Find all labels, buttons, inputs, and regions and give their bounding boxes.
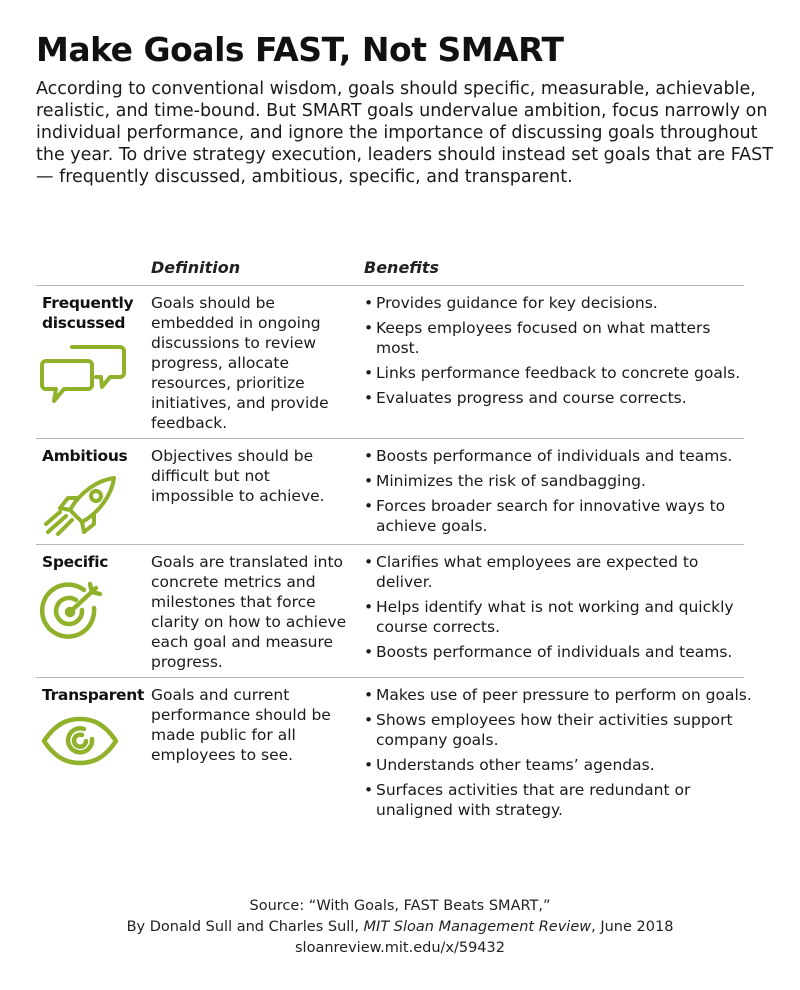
list-item: • Helps identify what is not working and quickly course corrects.	[364, 597, 752, 637]
intro-paragraph: According to conventional wisdom, goals should specific, measurable, achievable, realistic, and time-bound. But SMART goals undervalue ambition, focus narrowly on individual performance, and ignore the importance of discussing goals throughout the year. To drive strategy execution, leaders should instead set goals that are FAST — frequently discussed, ambitious, specific, and transparent.	[36, 79, 773, 187]
source-authors-prefix: By Donald Sull and Charles Sull,	[126, 919, 364, 935]
source-publication: MIT Sloan Management Review	[363, 919, 592, 935]
divider	[36, 544, 744, 545]
list-item: • Provides guidance for key decisions.	[364, 293, 752, 313]
source-url: sloanreview.mit.edu/x/59432	[294, 940, 505, 956]
list-item: • Understands other teams’ agendas.	[364, 755, 752, 775]
source-date: , June 2018	[591, 919, 674, 935]
list-item: • Forces broader search for innovative ways to achieve goals.	[364, 496, 752, 536]
row-definition: Objectives should be difficult but not impossible to achieve.	[151, 447, 325, 505]
column-header-benefits: Benefits	[364, 258, 440, 277]
divider	[36, 285, 744, 286]
row-definition: Goals should be embedded in ongoing discussions to review progress, allocate resources, prioritize initiatives, and provide feedback.	[151, 294, 329, 432]
row-label: Frequently discussed	[42, 294, 134, 332]
page-title: Make Goals FAST, Not SMART	[36, 30, 564, 69]
list-item: • Evaluates progress and course corrects.	[364, 388, 752, 408]
list-item: • Boosts performance of individuals and teams.	[364, 642, 752, 662]
divider	[36, 438, 744, 439]
benefits-list	[364, 293, 752, 413]
list-item: • Shows employees how their activities support company goals.	[364, 710, 752, 750]
list-item: • Minimizes the risk of sandbagging.	[364, 471, 752, 491]
benefits-list	[364, 446, 752, 541]
source-authors	[0, 917, 800, 938]
list-item: • Keeps employees focused on what matters most.	[364, 318, 752, 358]
list-item: • Makes use of peer pressure to perform on goals.	[364, 685, 752, 705]
list-item: • Surfaces activities that are redundant or unaligned with strategy.	[364, 780, 752, 820]
row-label: Ambitious	[42, 447, 128, 465]
benefits-list	[364, 685, 752, 825]
list-item: • Boosts performance of individuals and teams.	[364, 446, 752, 466]
column-header-definition: Definition	[151, 258, 241, 277]
row-definition: Goals and current performance should be made public for all employees to see.	[151, 686, 331, 764]
list-item: • Clarifies what employees are expected to deliver.	[364, 552, 752, 592]
source-line: Source: “With Goals, FAST Beats SMART,”	[249, 898, 551, 914]
divider	[36, 677, 744, 678]
row-label: Transparent	[42, 686, 145, 704]
rocket-icon	[40, 474, 120, 540]
list-item: • Links performance feedback to concrete goals.	[364, 363, 752, 383]
eye-icon	[40, 715, 120, 771]
row-definition: Goals are translated into concrete metrics and milestones that force clarity on how to achieve each goal and measure progress.	[151, 553, 347, 671]
target-icon	[40, 580, 108, 644]
source-citation	[0, 896, 800, 959]
speech-bubbles-icon	[40, 343, 130, 412]
benefits-list	[364, 552, 752, 667]
row-label: Specific	[42, 553, 109, 571]
